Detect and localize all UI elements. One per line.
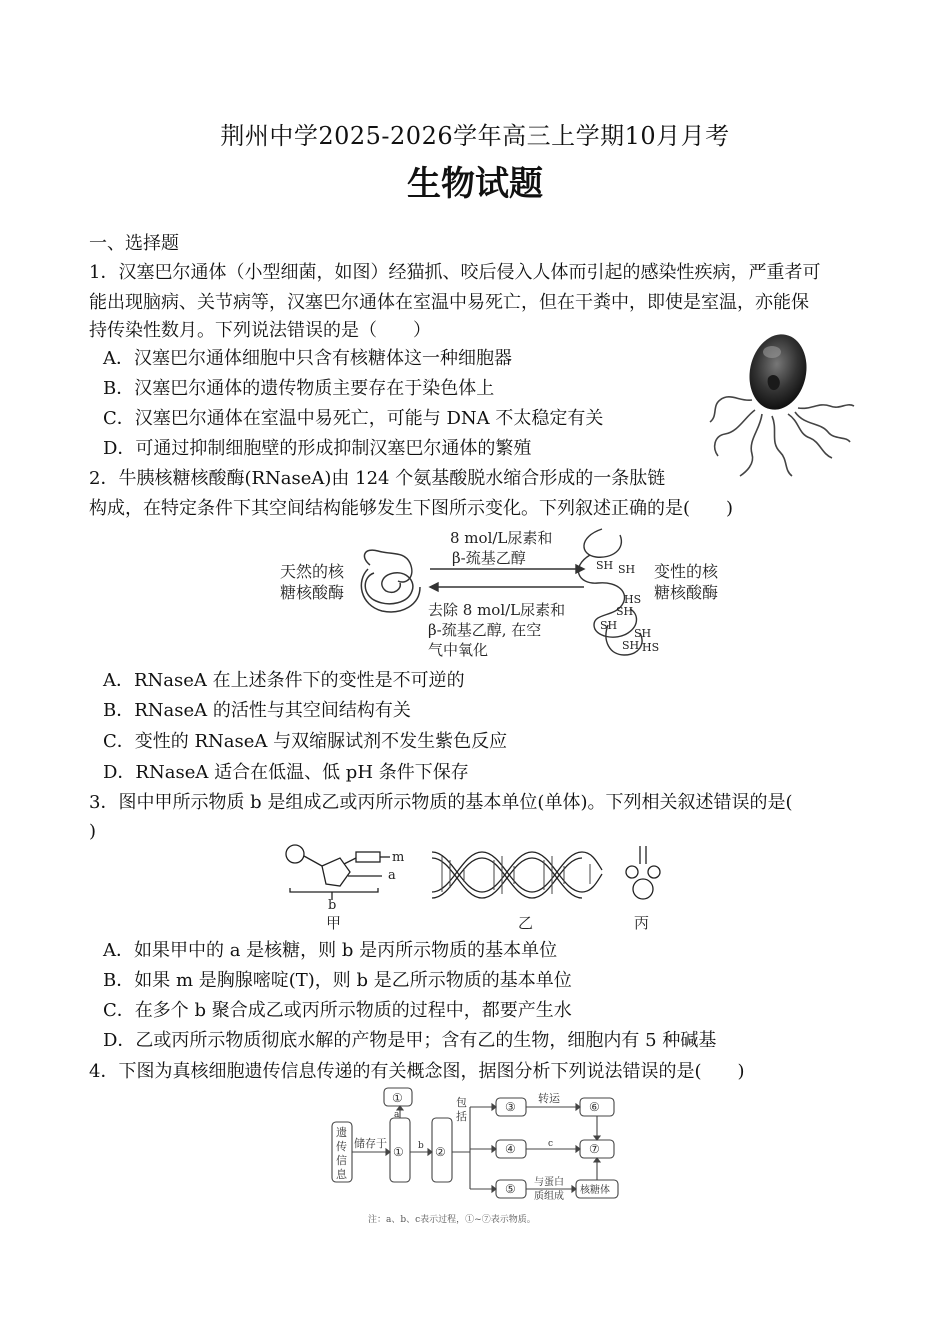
native-label-2: 糖核酸酶 <box>280 583 345 602</box>
protein-label-2: 质组成 <box>534 1191 564 1202</box>
q4-stem: 4．下图为真核细胞遗传信息传递的有关概念图，据图分析下列说法错误的是( ) <box>89 1061 745 1082</box>
include-char-2: 括 <box>456 1110 467 1123</box>
figure-note: 注：a、b、c表示过程，①~⑦表示物质。 <box>368 1215 536 1225</box>
sh-group-4: SH <box>600 619 618 632</box>
section-heading: 一、选择题 <box>89 233 179 254</box>
label-m: m <box>392 850 405 865</box>
genetic-info-char-1: 遗 <box>336 1126 347 1139</box>
bacterium-image <box>700 322 870 482</box>
q2-stem-line-2: 构成，在特定条件下其空间结构能够发生下图所示变化。下列叙述正确的是( ) <box>89 498 734 519</box>
subject-title: 生物试题 <box>407 164 543 204</box>
rnase-denaturation-figure <box>278 525 738 663</box>
q1-stem-line-3: 持传染性数月。下列说法错误的是（ ） <box>89 320 431 341</box>
sh-group-3: SH <box>616 605 634 618</box>
transport-label: 转运 <box>538 1092 560 1105</box>
q1-option-a: A．汉塞巴尔通体细胞中只含有核糖体这一种细胞器 <box>103 348 512 369</box>
native-label-1: 天然的核 <box>280 562 345 581</box>
node-1-top: ① <box>392 1091 403 1105</box>
sh-group-5: SH <box>634 627 652 640</box>
q3-stem-line-1: 3．图中甲所示物质 b 是组成乙或丙所示物质的基本单位(单体)。下列相关叙述错误的是( <box>89 792 793 813</box>
trna-shape <box>626 846 660 899</box>
q3-option-b: B．如果 m 是胸腺嘧啶(T)，则 b 是乙所示物质的基本单位 <box>103 970 572 991</box>
hs-group-2: HS <box>642 641 660 654</box>
node-4: ④ <box>505 1142 516 1156</box>
sh-group-1: SH <box>596 559 614 572</box>
hs-group-1: HS <box>624 593 642 606</box>
nucleotide-shape <box>286 845 390 900</box>
genetic-info-char-3: 信 <box>336 1154 347 1167</box>
q3-option-d: D．乙或丙所示物质彻底水解的产物是甲；含有乙的生物，细胞内有 5 种碱基 <box>103 1030 717 1051</box>
label-a: a <box>388 868 396 883</box>
reverse-condition-2: β-巯基乙醇, 在空 <box>428 621 542 639</box>
q3-option-c: C．在多个 b 聚合成乙或丙所示物质的过程中，都要产生水 <box>103 1000 572 1021</box>
forward-condition-1: 8 mol/L尿素和 <box>450 529 553 547</box>
q2-option-a: A．RNaseA 在上述条件下的变性是不可逆的 <box>103 670 465 691</box>
genetic-info-char-4: 息 <box>336 1168 347 1181</box>
q2-option-d: D．RNaseA 适合在低温、低 pH 条件下保存 <box>103 762 469 783</box>
q2-stem-line-1: 2．牛胰核糖核酸酶(RNaseA)由 124 个氨基酸脱水缩合形成的一条肽链 <box>89 468 666 489</box>
exam-title: 荆州中学2025-2026学年高三上学期10月月考 <box>220 122 730 150</box>
process-a: a <box>394 1110 400 1120</box>
label-bing: 丙 <box>634 914 650 932</box>
process-c: c <box>548 1139 554 1149</box>
q2-option-b: B．RNaseA 的活性与其空间结构有关 <box>103 700 411 721</box>
protein-label-1: 与蛋白 <box>534 1177 564 1188</box>
denatured-label-1: 变性的核 <box>654 562 719 581</box>
reverse-condition-1: 去除 8 mol/L尿素和 <box>428 601 566 619</box>
stored-in-label: 储存于 <box>354 1137 387 1150</box>
genetic-info-char-2: 传 <box>336 1140 347 1153</box>
denatured-label-2: 糖核酸酶 <box>654 583 719 602</box>
sh-group-6: SH <box>622 639 640 652</box>
q1-option-b: B．汉塞巴尔通体的遗传物质主要存在于染色体上 <box>103 378 495 399</box>
nucleotide-nucleic-acid-figure <box>282 842 682 934</box>
q1-stem-line-1: 1．汉塞巴尔通体（小型细菌，如图）经猫抓、咬后侵入人体而引起的感染性疾病，严重者可 <box>89 262 821 283</box>
sh-group-2: SH <box>618 563 636 576</box>
q1-option-c: C．汉塞巴尔通体在室温中易死亡，可能与 DNA 不太稳定有关 <box>103 408 604 429</box>
label-b: b <box>328 898 337 913</box>
q2-option-c: C．变性的 RNaseA 与双缩脲试剂不发生紫色反应 <box>103 731 508 752</box>
node-7: ⑦ <box>589 1142 600 1156</box>
node-2: ② <box>435 1145 446 1159</box>
q1-stem-line-2: 能出现脑病、关节病等，汉塞巴尔通体在室温中易死亡，但在干粪中，即使是室温，亦能保 <box>89 292 809 313</box>
reverse-condition-3: 气中氧化 <box>428 641 489 659</box>
ribosome-label: 核糖体 <box>580 1185 610 1196</box>
genetic-info-concept-map <box>330 1086 630 1228</box>
label-jia: 甲 <box>326 914 342 932</box>
q1-option-d: D．可通过抑制细胞壁的形成抑制汉塞巴尔通体的繁殖 <box>103 438 532 459</box>
q3-option-a: A．如果甲中的 a 是核糖，则 b 是丙所示物质的基本单位 <box>103 940 558 961</box>
include-char-1: 包 <box>456 1096 467 1109</box>
node-3: ③ <box>505 1100 516 1114</box>
q3-stem-line-2: ) <box>89 821 97 842</box>
node-6: ⑥ <box>589 1100 600 1114</box>
node-5: ⑤ <box>505 1182 516 1196</box>
dna-helix-shape <box>432 852 602 898</box>
process-b: b <box>418 1141 424 1151</box>
label-yi: 乙 <box>518 914 534 932</box>
native-enzyme-shape <box>361 550 420 612</box>
forward-condition-2: β-巯基乙醇 <box>452 549 526 567</box>
node-1: ① <box>393 1145 404 1159</box>
denatured-chain-shape <box>578 529 642 655</box>
